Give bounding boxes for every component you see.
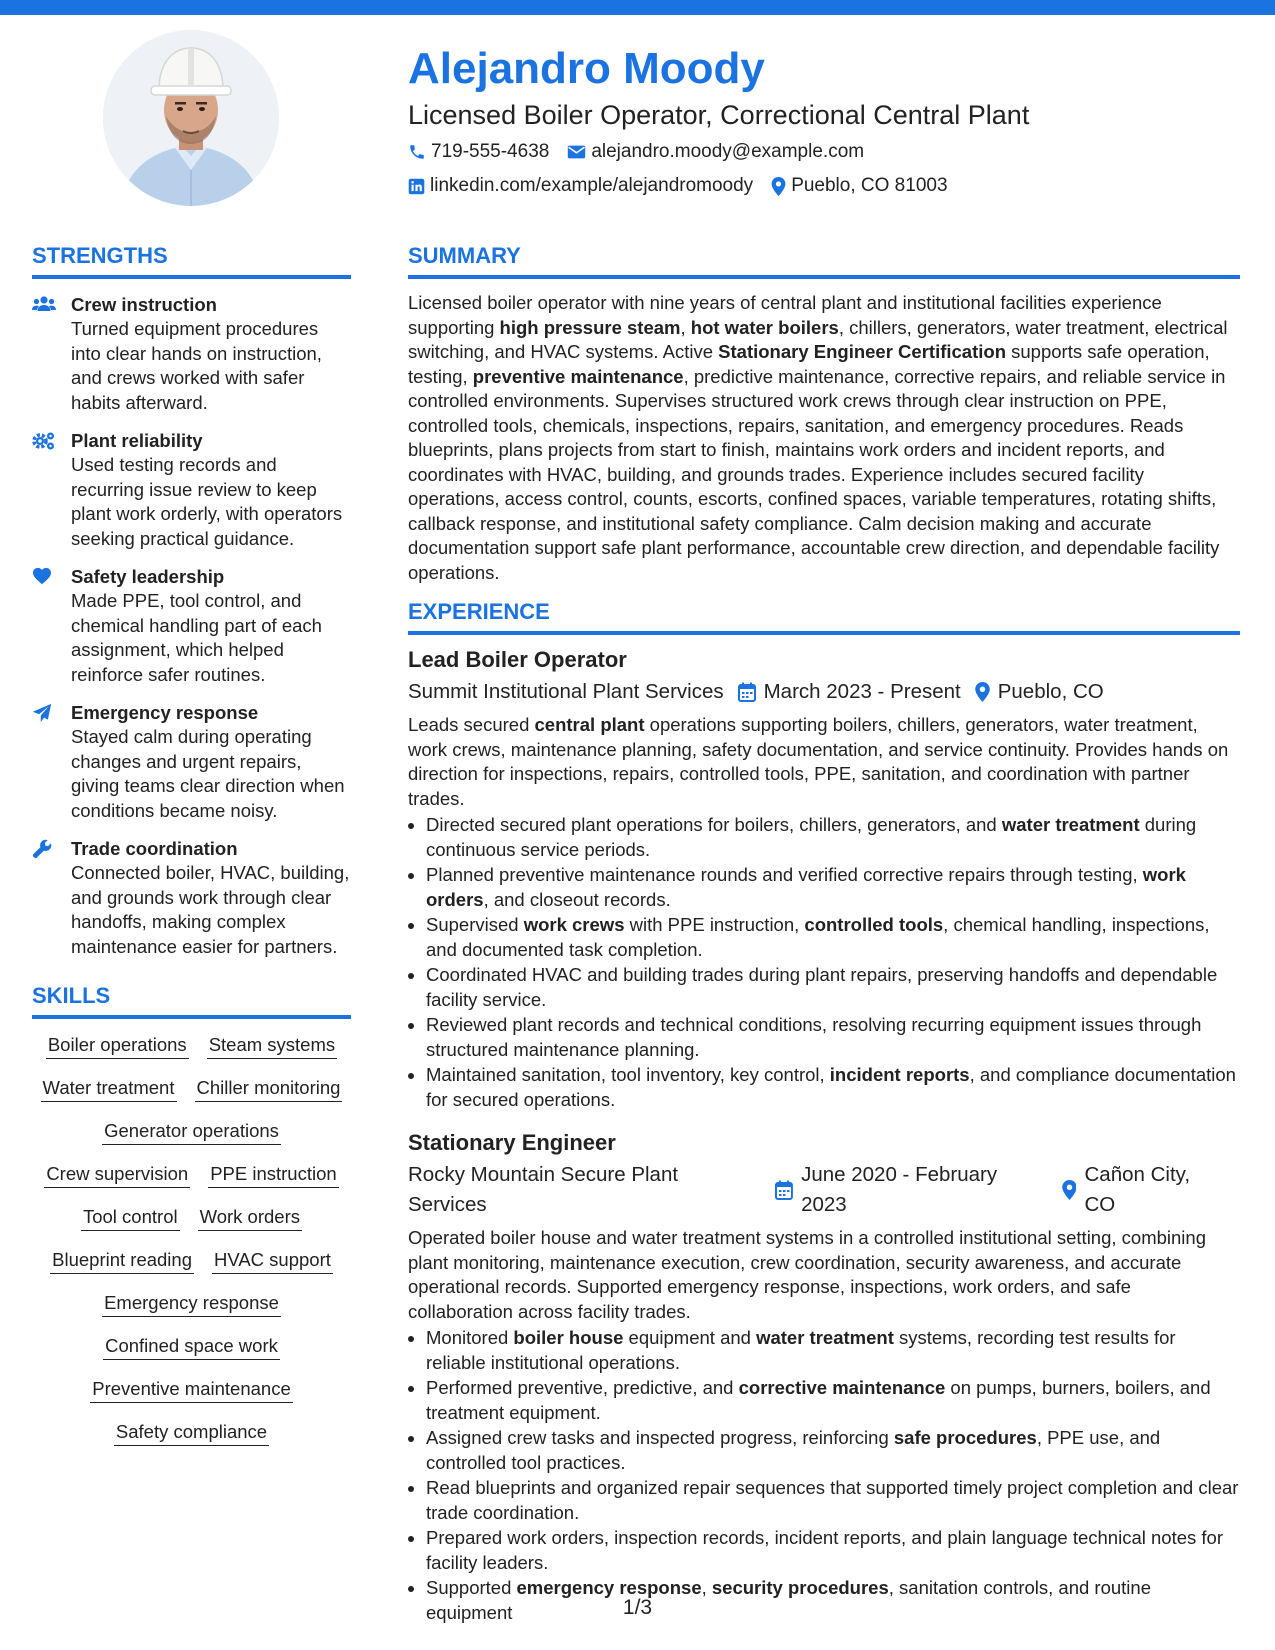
- skill-tag: Water treatment: [41, 1076, 177, 1102]
- skill-tag: Confined space work: [103, 1334, 280, 1360]
- portrait-illustration: [103, 30, 279, 206]
- text-run: Planned preventive maintenance rounds and verified corrective repairs through testing,: [426, 864, 1143, 885]
- text-run: Leads secured: [408, 714, 535, 735]
- emphasis-text: preventive maintenance: [472, 365, 684, 387]
- text-run: ,: [701, 1577, 712, 1598]
- text-run: Supported: [426, 1577, 517, 1598]
- text-run: Reviewed plant records and technical conditions, resolving recurring equipment issues through structured maintenance planning.: [426, 1014, 1202, 1060]
- job-bullet: [426, 813, 1240, 862]
- contact-linkedin[interactable]: [408, 175, 753, 197]
- envelope-icon: [567, 144, 586, 160]
- text-run: Supervised: [426, 914, 524, 935]
- linkedin-link[interactable]: linkedin.com/example/alejandromoody: [430, 175, 754, 196]
- strength-title: Trade coordination: [71, 838, 238, 859]
- strength-desc: Used testing records and recurring issue review to keep plant work orderly, with operators seeking practical guidance.: [71, 454, 343, 549]
- experience-section: [408, 597, 1240, 1625]
- job-bullet: [426, 863, 1240, 912]
- users-icon: [32, 293, 71, 415]
- strength-title: Emergency response: [71, 702, 259, 723]
- text-run: supports safe operation, testing,: [408, 341, 1210, 387]
- text-run: systems, recording test results for reliable institutional operations.: [426, 1327, 1176, 1373]
- text-run: Prepared work orders, inspection records, incident reports, and plain language technical notes for facility leaders.: [426, 1527, 1223, 1573]
- job-dates: [738, 677, 961, 707]
- summary-paragraph: [408, 291, 1240, 585]
- emphasis-text: controlled tools: [804, 914, 944, 935]
- text-run: Performed preventive, predictive, and: [426, 1377, 739, 1398]
- job-location: [975, 677, 1104, 707]
- page-number: 1/3: [622, 1596, 653, 1619]
- skills-list: [32, 1033, 351, 1446]
- emphasis-text: security procedures: [711, 1577, 889, 1598]
- summary-heading: SUMMARY: [408, 241, 1240, 279]
- candidate-headline: Licensed Boiler Operator, Correctional Central Plant: [408, 100, 1030, 130]
- skills-heading: SKILLS: [32, 981, 351, 1019]
- calendar-icon: [738, 682, 756, 702]
- skill-tag: Work orders: [198, 1205, 302, 1231]
- emphasis-text: emergency response: [516, 1577, 702, 1598]
- emphasis-text: central plant: [534, 714, 645, 735]
- text-run: Operated boiler house and water treatment systems in a controlled institutional setting, combining plant monitoring, maintenance execution, crew coordination, security awareness, and accurate operational records. Supported emergency response, inspections, work orders, and safe collaboration across facility trades.: [408, 1227, 1206, 1322]
- strengths-heading: STRENGTHS: [32, 241, 351, 279]
- skill-tag: Emergency response: [102, 1291, 281, 1317]
- strength-item: [32, 565, 351, 687]
- text-run: Assigned crew tasks and inspected progress, reinforcing: [426, 1427, 894, 1448]
- job-dates: [775, 1160, 1047, 1220]
- skill-tag: Steam systems: [207, 1033, 337, 1059]
- emphasis-text: work crews: [523, 914, 625, 935]
- skill-tag: HVAC support: [212, 1248, 333, 1274]
- skill-tag: PPE instruction: [208, 1162, 338, 1188]
- job-bullet: [426, 1526, 1240, 1575]
- map-pin-icon: [771, 177, 786, 196]
- job-dates-text: June 2020 - February 2023: [801, 1163, 998, 1216]
- emphasis-text: boiler house: [513, 1327, 624, 1348]
- job-bullet: [426, 1326, 1240, 1375]
- job-description: [408, 1226, 1240, 1324]
- skill-tag: Blueprint reading: [50, 1248, 194, 1274]
- strength-desc: Connected boiler, HVAC, building, and grounds work through clear handoffs, making complex maintenance easier for partners.: [71, 862, 350, 957]
- skill-tag: Tool control: [81, 1205, 180, 1231]
- contact-location: [771, 175, 947, 197]
- job-bullet: [426, 1063, 1240, 1112]
- contact-email[interactable]: [567, 141, 864, 163]
- strength-item: [32, 701, 351, 823]
- skill-tag: Chiller monitoring: [195, 1076, 343, 1102]
- text-run: , and compliance documentation for secured operations.: [426, 1064, 1236, 1110]
- job-location-text: Cañon City, CO: [1084, 1163, 1191, 1216]
- phone-icon: [408, 143, 426, 161]
- job-bullets: [408, 1326, 1240, 1625]
- emphasis-text: high pressure steam: [499, 316, 681, 338]
- strength-item: [32, 293, 351, 415]
- text-run: Directed secured plant operations for boilers, chillers, generators, and: [426, 814, 1002, 835]
- location-text: Pueblo, CO 81003: [791, 175, 948, 196]
- skills-section: [32, 981, 351, 1446]
- contact-row-2: [408, 172, 1238, 200]
- text-run: Licensed boiler operator with nine years of central plant and institutional facilities experience supporting: [408, 292, 1162, 338]
- paper-plane-icon: [32, 701, 71, 823]
- emphasis-text: hot water boilers: [690, 316, 839, 338]
- map-pin-icon: [1062, 1180, 1077, 1200]
- job-dates-text: March 2023 - Present: [763, 680, 961, 703]
- text-run: , predictive maintenance, corrective repairs, and reliable service in controlled environments. Supervises structured work crews through clear instruction on PPE, controlled tools, chemicals, inspections, repairs, sanitation, and emergency procedures. Reads blueprints, plans projects from start to finish, maintains work orders and incident reports, and coordinates with HVAC, building, and grounds trades. Experience includes secured facility operations, access control, counts, escorts, confined spaces, variable temperatures, rotating shifts, callback response, and institutional safety compliance. Calm decision making and accurate documentation support safe plant performance, accountable crew direction, and dependable facility operations.: [408, 365, 1226, 583]
- text-run: , chillers, generators, water treatment, electrical switching, and HVAC systems. Active: [408, 316, 1228, 362]
- emphasis-text: water treatment: [756, 1327, 894, 1348]
- emphasis-text: incident reports: [829, 1064, 970, 1085]
- job-meta: [408, 677, 1240, 707]
- map-pin-icon: [975, 682, 990, 702]
- skill-tag: Safety compliance: [114, 1420, 269, 1446]
- linkedin-icon: [408, 178, 425, 195]
- job-company: Rocky Mountain Secure Plant Services: [408, 1163, 679, 1216]
- job-description: [408, 713, 1240, 811]
- gears-icon: [32, 429, 71, 551]
- text-run: , sanitation controls, and routine equipment: [426, 1577, 1151, 1623]
- top-accent-bar: [0, 0, 1275, 15]
- strength-item: [32, 837, 351, 959]
- emphasis-text: work orders: [426, 864, 1186, 910]
- job-title: Lead Boiler Operator: [408, 647, 627, 672]
- phone-text: 719-555-4638: [431, 141, 550, 162]
- candidate-name: Alejandro Moody: [408, 44, 765, 93]
- job-bullet: [426, 1013, 1240, 1062]
- text-run: during continuous service periods.: [426, 814, 1197, 860]
- text-run: equipment and: [623, 1327, 757, 1348]
- calendar-icon: [775, 1180, 793, 1200]
- job-entry: [408, 1128, 1240, 1625]
- job-title: Stationary Engineer: [408, 1130, 616, 1155]
- profile-photo: [103, 30, 279, 206]
- text-run: Read blueprints and organized repair sequences that supported timely project completion and clear trade coordination.: [426, 1477, 1239, 1523]
- strength-desc: Turned equipment procedures into clear hands on instruction, and crews worked with safer habits afterward.: [71, 318, 322, 413]
- job-bullet: [426, 963, 1240, 1012]
- contact-row-1: [408, 138, 1238, 166]
- job-location: [1062, 1160, 1226, 1220]
- email-link[interactable]: alejandro.moody@example.com: [591, 141, 865, 162]
- text-run: , chemical handling, inspections, and documented task completion.: [426, 914, 1210, 960]
- text-run: , and closeout records.: [483, 888, 671, 910]
- emphasis-text: Stationary Engineer Certification: [718, 341, 1006, 362]
- strengths-list: [32, 293, 351, 959]
- job-bullet: [426, 1426, 1240, 1475]
- job-location-text: Pueblo, CO: [997, 680, 1104, 703]
- resume-header: [408, 42, 1238, 200]
- emphasis-text: safe procedures: [893, 1427, 1037, 1448]
- experience-heading: EXPERIENCE: [408, 597, 1240, 635]
- text-run: Monitored: [426, 1327, 514, 1348]
- strength-desc: Made PPE, tool control, and chemical handling part of each assignment, which helped reinforce safer routines.: [71, 590, 322, 685]
- left-column: [32, 241, 351, 1446]
- emphasis-text: water treatment: [1001, 814, 1140, 835]
- right-column: [408, 241, 1240, 1626]
- text-run: ,: [680, 316, 691, 338]
- emphasis-text: corrective maintenance: [738, 1377, 946, 1398]
- strength-title: Plant reliability: [71, 430, 203, 451]
- text-run: Maintained sanitation, tool inventory, key control,: [426, 1064, 830, 1085]
- job-entry: [408, 645, 1240, 1112]
- wrench-icon: [32, 837, 71, 959]
- skill-tag: Preventive maintenance: [90, 1377, 292, 1403]
- strength-title: Safety leadership: [71, 566, 225, 587]
- text-run: , PPE use, and controlled tool practices.: [426, 1427, 1161, 1473]
- job-bullets: [408, 813, 1240, 1112]
- skill-tag: Crew supervision: [44, 1162, 190, 1188]
- text-run: with PPE instruction,: [624, 914, 805, 935]
- job-bullet: [426, 913, 1240, 962]
- job-company: Summit Institutional Plant Services: [408, 680, 724, 703]
- text-run: operations supporting boilers, chillers, generators, water treatment, work crews, maintenance planning, safety documentation, and service continuity. Provides hands on direction for inspections, repairs, controlled tools, PPE, sanitation, and coordination with partner trades.: [408, 714, 1229, 809]
- strength-item: [32, 429, 351, 551]
- job-bullet: [426, 1476, 1240, 1525]
- skill-tag: Boiler operations: [46, 1033, 189, 1059]
- contact-phone: [408, 141, 549, 163]
- job-bullet: [426, 1376, 1240, 1425]
- strength-title: Crew instruction: [71, 294, 217, 315]
- text-run: on pumps, burners, boilers, and treatment equipment.: [426, 1377, 1211, 1423]
- skill-tag: Generator operations: [102, 1119, 281, 1145]
- text-run: Coordinated HVAC and building trades during plant repairs, preserving handoffs and dependable facility service.: [426, 964, 1218, 1010]
- heart-icon: [32, 565, 71, 687]
- strength-desc: Stayed calm during operating changes and urgent repairs, giving teams clear direction when conditions became noisy.: [71, 726, 345, 821]
- job-meta: [408, 1160, 1240, 1220]
